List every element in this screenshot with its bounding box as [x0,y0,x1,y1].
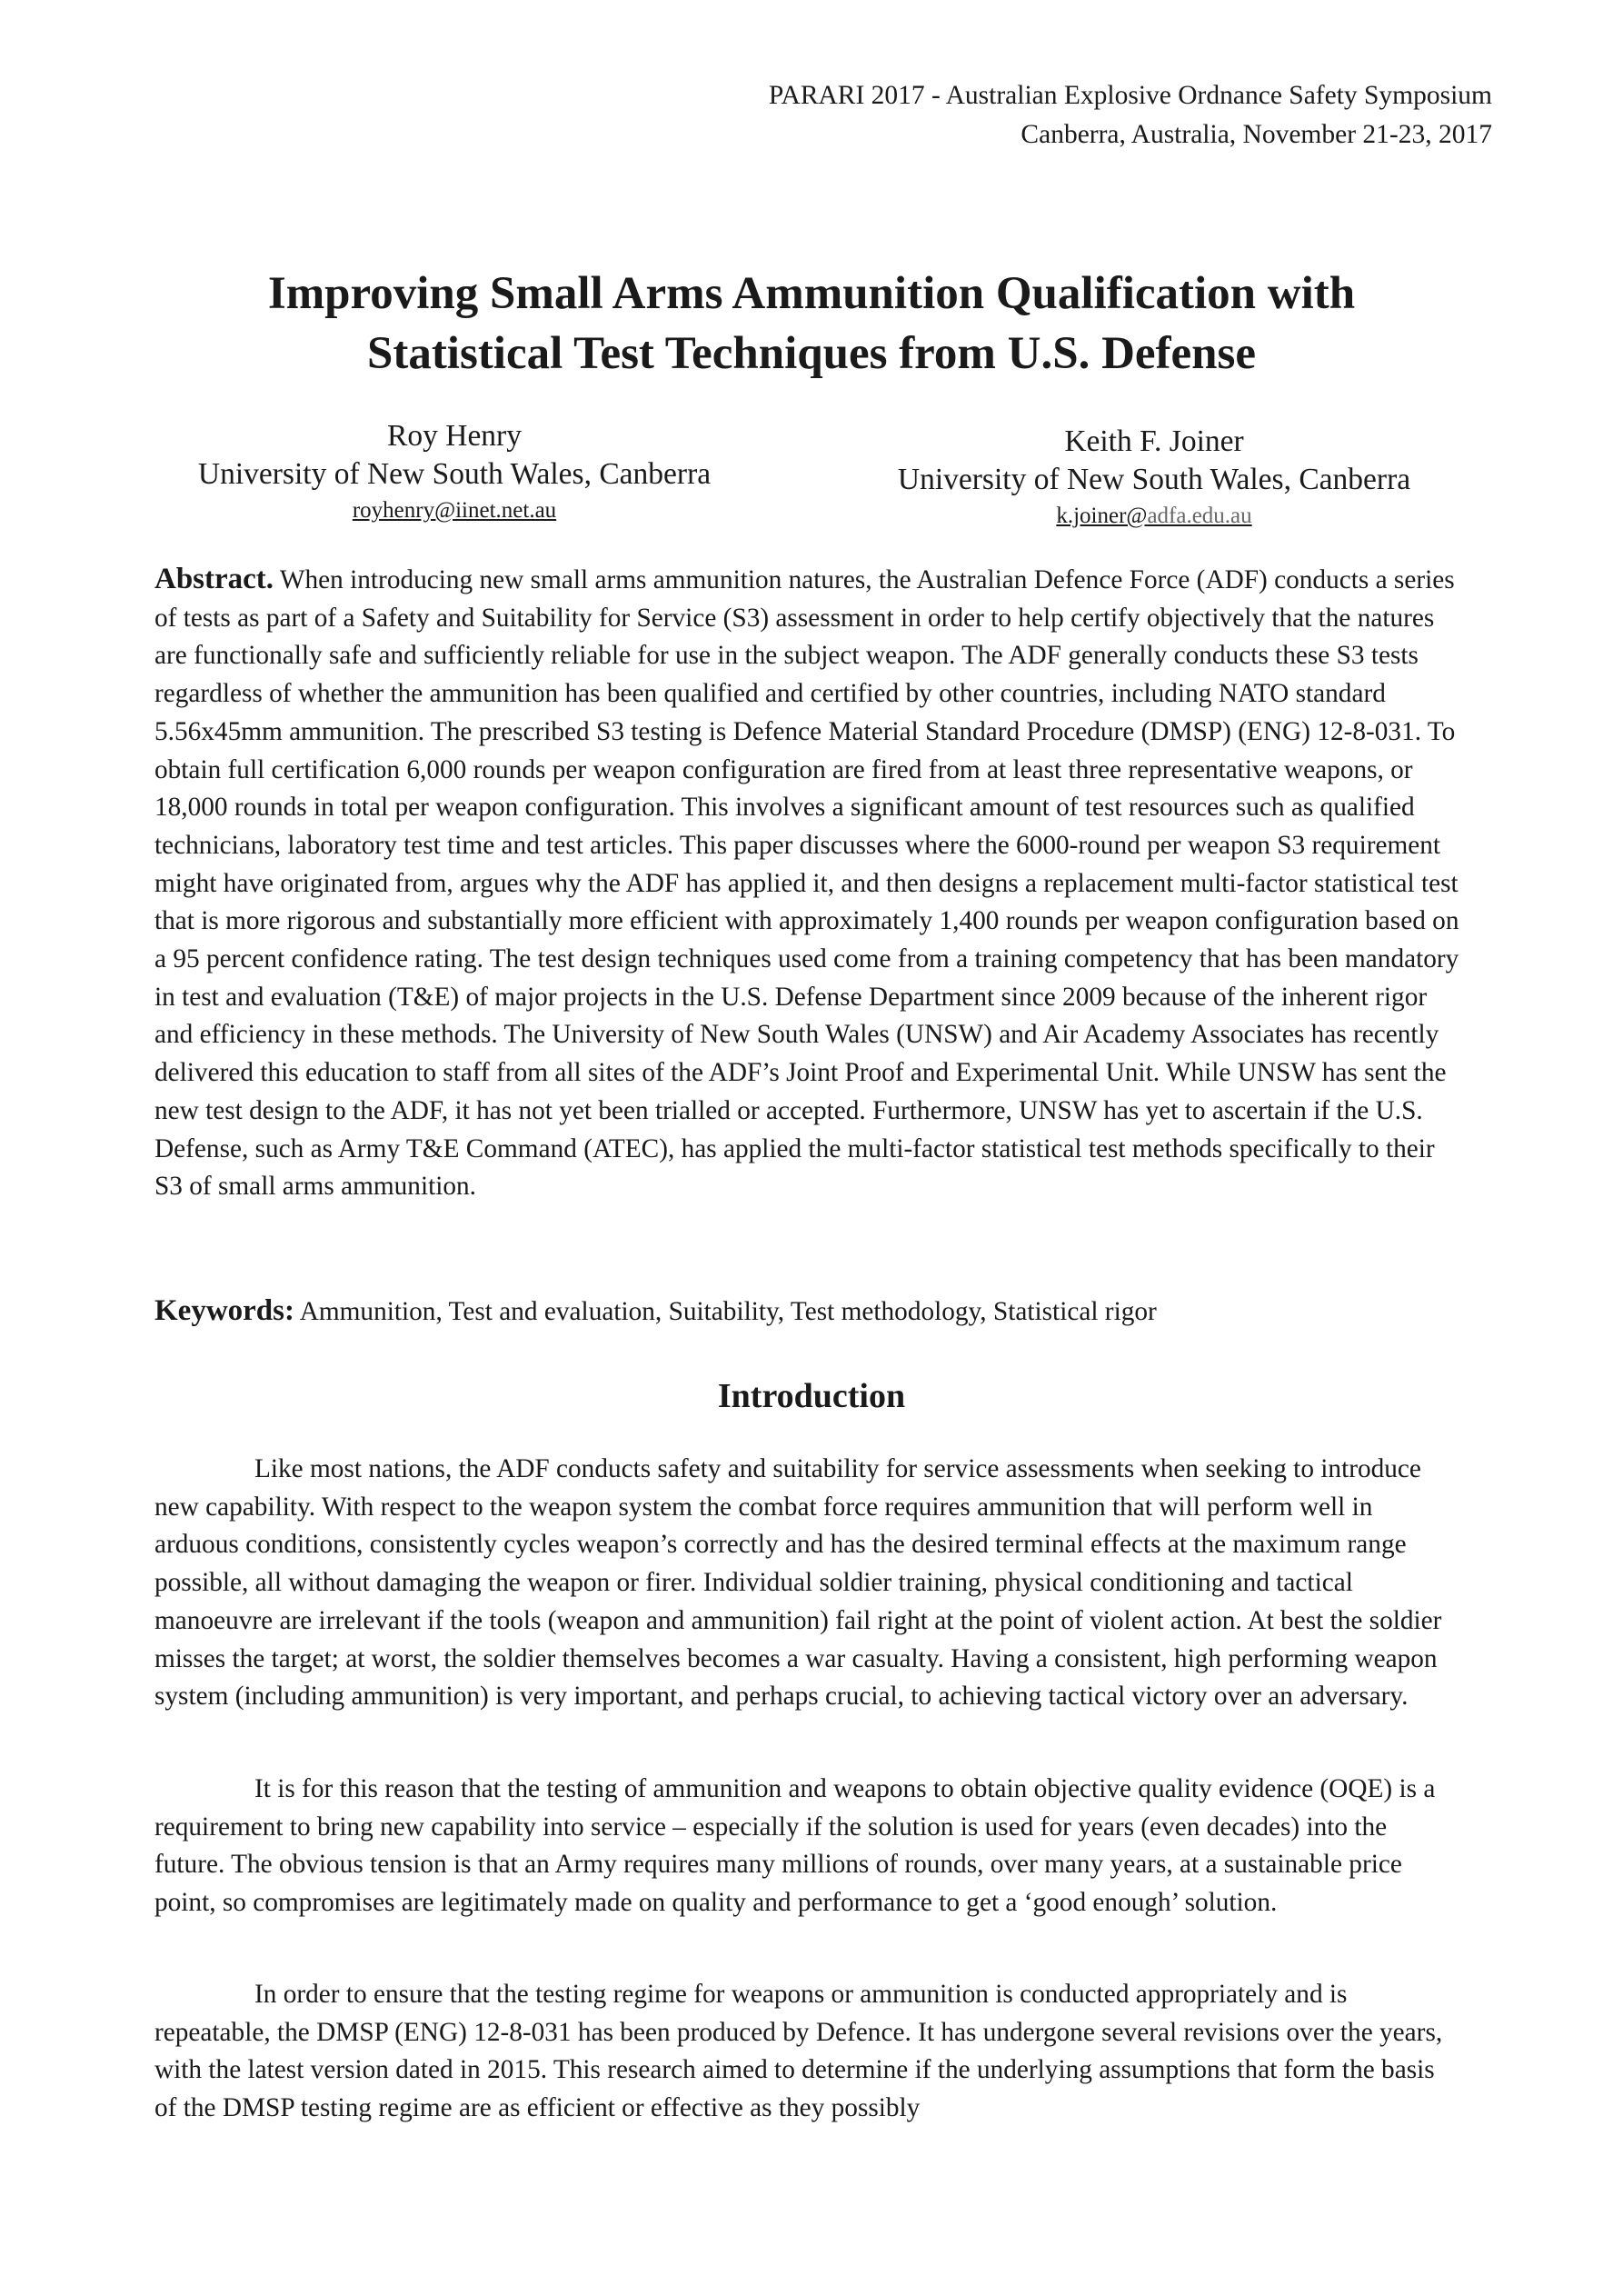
paper-title-line-1: Improving Small Arms Ammunition Qualification with [267,268,1356,319]
paper-title-line-2: Statistical Test Techniques from U.S. Defense [366,328,1257,379]
keywords-text: Ammunition, Test and evaluation, Suitability, Test methodology, Statistical rigor [294,1297,1157,1326]
conference-header [769,76,1492,155]
body-paragraph: Like most nations, the ADF conducts safety and suitability for service assessments when seeking to introduce new capability. With respect to the weapon system the combat force requires ammunition that will perform well in arduous conditions, consistently cycles weapon’s correctly and has the desired terminal effects at the maximum range possible, all without damaging the weapon or firer. Individual soldier training, physical conditioning and tactical manoeuvre are irrelevant if the tools (weapon and ammunition) fail right at the point of violent action. At best the soldier misses the target; at worst, the soldier themselves becomes a war casualty. Having a consistent, high performing weapon system (including ammunition) is very important, and perhaps crucial, to achieving tactical victory over an adversary. [154,1454,1442,1712]
body-paragraph: In order to ensure that the testing regime for weapons or ammunition is conducted appropriately and is repeatable, the DMSP (ENG) 12-8-031 has been produced by Defence. It has undergone several revisions over the years, with the latest version dated in 2015. This research aimed to determine if the underlying assumptions that form the basis of the DMSP testing regime are as efficient or effective as they possibly [154,1980,1443,2123]
email-domain: adfa.edu.au [1147,504,1252,528]
author-email-link[interactable] [854,499,1454,534]
abstract [154,561,1463,1206]
conference-location-date: Canberra, Australia, November 21-23, 2017 [1021,120,1492,149]
author-block-2 [854,423,1454,534]
author-affiliation: University of New South Wales, Canberra [197,457,712,491]
abstract-label: Abstract. [154,563,274,595]
keywords-label: Keywords: [154,1294,294,1327]
paper-title [154,264,1469,384]
conference-name: PARARI 2017 - Australian Explosive Ordnance Safety Symposium [768,81,1492,110]
email-user: k.joiner@ [1056,504,1148,528]
author-block-1 [154,417,754,528]
author-affiliation: University of New South Wales, Canberra [897,463,1411,496]
author-name: Roy Henry [387,419,522,453]
abstract-text: When introducing new small arms ammunition natures, the Australian Defence Force (ADF) conducts a series of tests as part of a Safety and Suitability for Service (S3) assessment in order to help certify objectively that the natures are functionally safe and sufficiently reliable for use in the subject weapon. The ADF generally conducts these S3 tests regardless of whether the ammunition has been qualified and certified by other countries, including NATO standard 5.56x45mm ammunition. The prescribed S3 testing is Defence Material Standard Procedure (DMSP) (ENG) 12-8-031. To obtain full certification 6,000 rounds per weapon configuration are fired from at least three representative weapons, or 18,000 rounds in total per weapon configuration. This involves a significant amount of test resources such as qualified technicians, laboratory test time and test articles. This paper discusses where the 6000-round per weapon S3 requirement might have originated from, argues why the ADF has applied it, and then designs a replacement multi-factor statistical test that is more rigorous and substantially more efficient with approximately 1,400 rounds per weapon configuration based on a 95 percent confidence rating. The test design techniques used come from a training competency that has been mandatory in test and evaluation (T&E) of major projects in the U.S. Defense Department since 2009 because of the inherent rigor and efficiency in these methods. The University of New South Wales (UNSW) and Air Academy Associates has recently delivered this education to staff from all sites of the ADF’s Joint Proof and Experimental Unit. While UNSW has sent the new test design to the ADF, it has not yet been trialled or accepted. Furthermore, UNSW has yet to ascertain if the U.S. Defense, such as Army T&E Command (ATEC), has applied the multi-factor statistical test methods specifically to their S3 of small arms ammunition. [154,565,1459,1202]
keywords [154,1293,1463,1332]
author-name: Keith F. Joiner [1064,424,1244,458]
body-paragraph: It is for this reason that the testing of ammunition and weapons to obtain objective quality evidence (OQE) is a requirement to bring new capability into service – especially if the solution is used for years (even decades) into the future. The obvious tension is that an Army requires many millions of rounds, over many years, at a sustainable price point, so compromises are legitimately made on quality and performance to get a ‘good enough’ solution. [154,1774,1436,1918]
author-email-link[interactable]: royhenry@iinet.net.au [352,498,557,523]
section-heading-introduction: Introduction [717,1377,906,1415]
